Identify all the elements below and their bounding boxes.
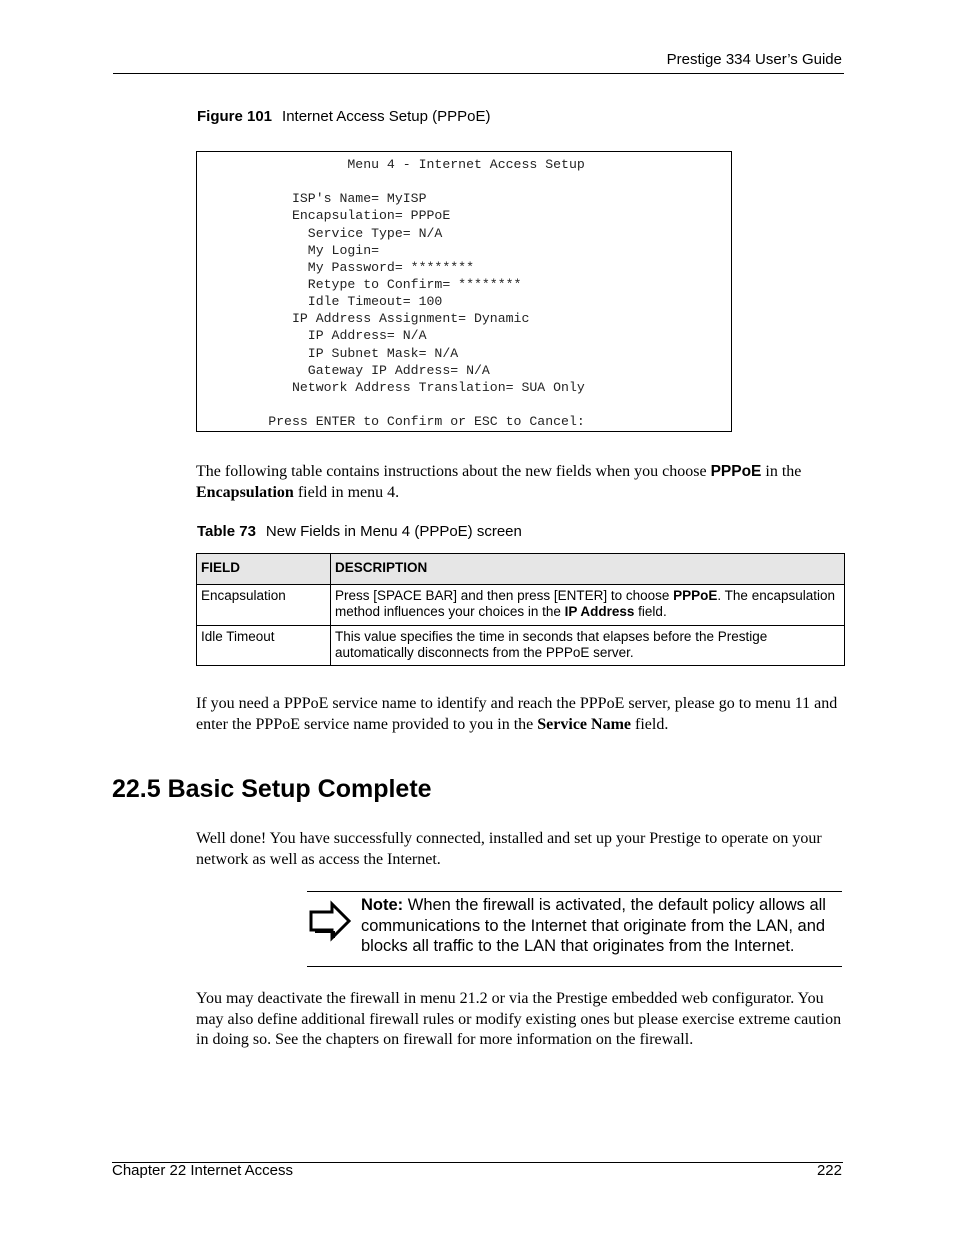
terminal-line: IP Address= N/A (197, 328, 427, 344)
service-text-1: If you need a PPPoE service name to identify and reach the PPPoE server, please go to menu 11 and enter the PPPoE service name provided to you in the (196, 695, 838, 733)
terminal-line (197, 396, 585, 413)
terminal-line (197, 173, 585, 190)
figure-caption (197, 108, 490, 125)
terminal-line: Press ENTER to Confirm or ESC to Cancel: (197, 414, 585, 430)
cell-field: Encapsulation (197, 585, 331, 626)
footer-chapter: Chapter 22 Internet Access (112, 1162, 293, 1179)
completion-paragraph: Well done! You have successfully connected, installed and set up your Prestige to operate on your network as well as access the Internet. (196, 830, 822, 868)
terminal-line: IP Subnet Mask= N/A (197, 345, 459, 361)
terminal-line: ISP's Name= MyISP (197, 191, 427, 207)
cell-description: This value specifies the time in seconds that elapses before the Prestige automatically disconnects from the PPPoE server. (331, 626, 845, 666)
fields-table (196, 553, 845, 666)
terminal-line: Encapsulation= PPPoE (197, 208, 451, 224)
note-bottom-rule (307, 966, 842, 967)
header-rule (113, 73, 844, 74)
terminal-lines (197, 156, 585, 430)
table-caption (197, 523, 522, 540)
terminal-line: My Password= ******** (197, 259, 474, 275)
figure-label: Figure 101 (197, 108, 273, 125)
note-label: Note: (361, 896, 404, 914)
table-row (197, 626, 845, 666)
terminal-line: My Login= (197, 242, 380, 258)
desc-text-2: . The encapsulation method influences your choices in the (335, 588, 836, 619)
section-heading: 22.5 Basic Setup Complete (112, 775, 432, 803)
cell-field: Idle Timeout (197, 626, 331, 666)
page-header-title: Prestige 334 User’s Guide (666, 51, 842, 68)
service-bold-name: Service Name (537, 715, 631, 733)
terminal-line: Service Type= N/A (197, 225, 443, 241)
intro-text-2: in the (761, 463, 802, 480)
header-field: FIELD (197, 554, 331, 585)
desc-bold-ip-address: IP Address (564, 603, 635, 619)
intro-text-1: The following table contains instructions about the new fields when you choose (196, 463, 711, 480)
intro-bold-encapsulation: Encapsulation (196, 483, 294, 501)
intro-paragraph (196, 462, 846, 503)
table-header-row (197, 554, 845, 585)
header-description: DESCRIPTION (331, 554, 845, 585)
desc-text-3: field. (634, 603, 667, 619)
table-row (197, 585, 845, 626)
footer-page-number: 222 (816, 1162, 842, 1179)
terminal-line: IP Address Assignment= Dynamic (197, 311, 530, 327)
arrow-right-icon (308, 899, 352, 943)
pppoe-service-paragraph (196, 694, 846, 735)
terminal-screen (196, 151, 732, 432)
terminal-line: Network Address Translation= SUA Only (197, 379, 585, 395)
intro-text-3: field in menu 4. (293, 483, 400, 501)
desc-text-1: Press [SPACE BAR] and then press [ENTER] to choose (335, 588, 674, 603)
terminal-line: Menu 4 - Internet Access Setup (197, 157, 585, 172)
terminal-line: Retype to Confirm= ******** (197, 276, 522, 292)
service-text-2: field. (631, 715, 669, 733)
terminal-line: Idle Timeout= 100 (197, 294, 443, 310)
table-label: Table 73 (197, 523, 256, 540)
table-caption-text: New Fields in Menu 4 (PPPoE) screen (265, 523, 522, 540)
firewall-paragraph: You may deactivate the firewall in menu 21.2 or via the Prestige embedded web configurator. You may also define additional firewall rules or modify existing ones but please exercise extreme caution in doing so. See the chapters on firewall for more information on the firewall. (196, 990, 842, 1048)
intro-bold-pppoe: PPPoE (710, 463, 762, 480)
note-top-rule (307, 891, 842, 892)
note-body: When the firewall is activated, the default policy allows all communications to the Internet that originate from the LAN, and blocks all traffic to the LAN that originates from the Internet. (361, 896, 826, 955)
note-text (361, 895, 843, 957)
cell-description (331, 585, 845, 626)
terminal-line: Gateway IP Address= N/A (197, 362, 490, 378)
figure-caption-text: Internet Access Setup (PPPoE) (282, 108, 491, 125)
desc-bold-pppoe: PPPoE (673, 588, 718, 603)
